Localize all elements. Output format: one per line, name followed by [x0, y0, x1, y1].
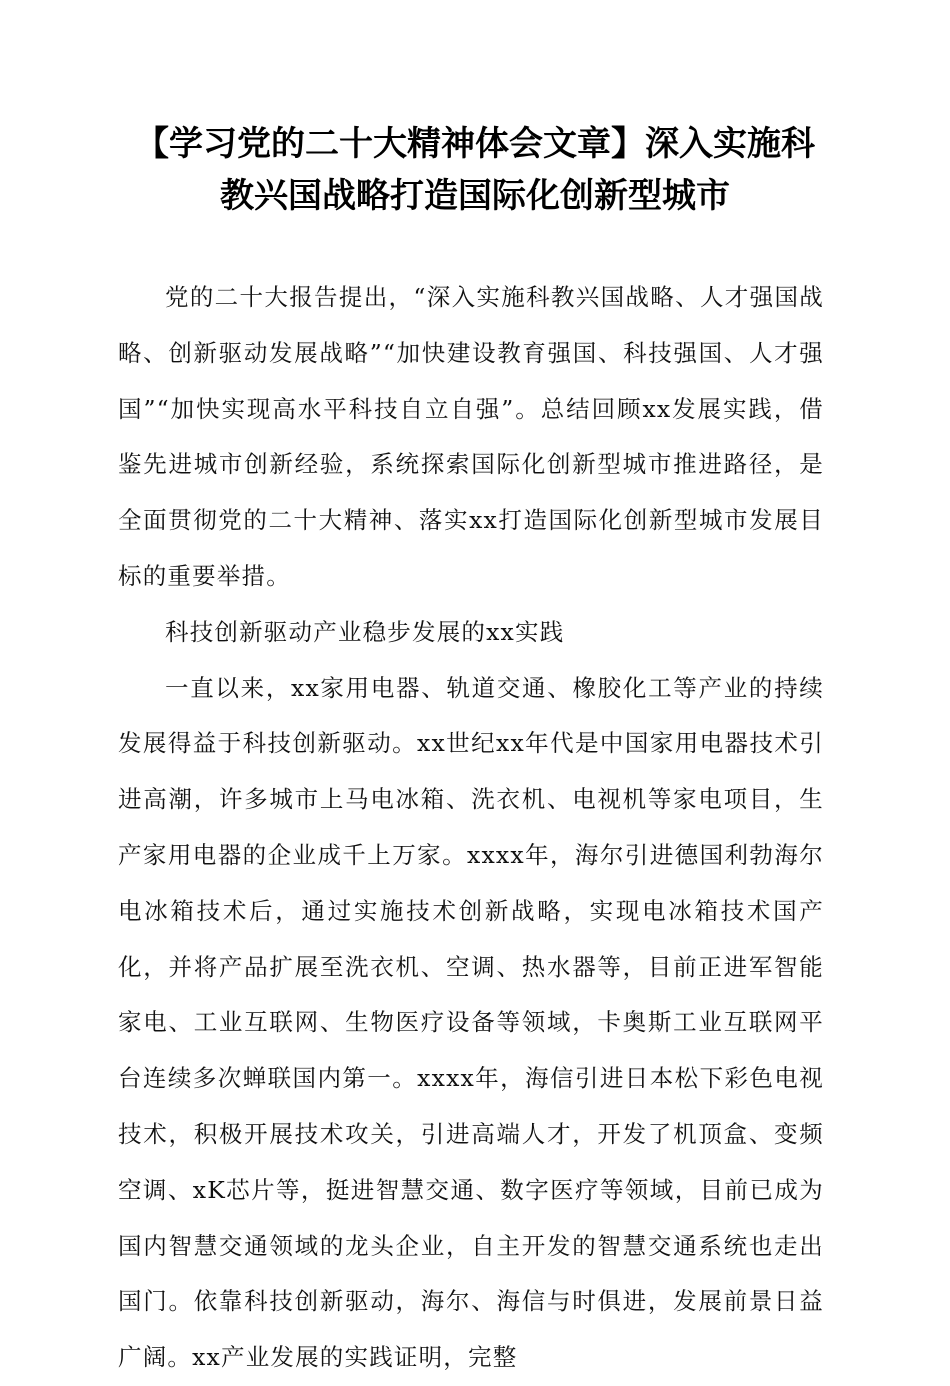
body-paragraph: 一直以来，xx家用电器、轨道交通、橡胶化工等产业的持续发展得益于科技创新驱动。xx世纪xx年代是中国家用电器技术引进高潮，许多城市上马电冰箱、洗衣机、电视机等家电项目，生产家用电器的企业成千上万家。xxxx年，海尔引进德国利勃海尔电冰箱技术后，通过实施技术创新战略，实现电冰箱技术国产化，并将产品扩展至洗衣机、空调、热水器等，目前正进军智能家电、工业互联网、生物医疗设备等领域，卡奥斯工业互联网平台连续多次蝉联国内第一。xxxx年，海信引进日本松下彩色电视技术，积极开展技术攻关，引进高端人才，开发了机顶盒、变频空调、xK芯片等，挺进智慧交通、数字医疗等领域，目前已成为国内智慧交通领域的龙头企业，自主开发的智慧交通系统也走出国门。依靠科技创新驱动，海尔、海信与时俱进，发展前景日益广阔。xx产业发展的实践证明，完整 [118, 673, 824, 1372]
title-line-1: 【学习党的二十大精神体会文章】深入实施科 [135, 124, 815, 164]
intro-paragraph: 党的二十大报告提出，“深入实施科教兴国战略、人才强国战略、创新驱动发展战略”“加快建设教育强国、科技强国、人才强国”“加快实现高水平科技自立自强”。总结回顾xx发展实践，借鉴先进城市创新经验，系统探索国际化创新型城市推进路径，是全面贯彻党的二十大精神、落实xx打造国际化创新型城市发展目标的重要举措。 [118, 283, 824, 590]
title-line-2: 教兴国战略打造国际化创新型城市 [220, 176, 730, 216]
section-subheading: 科技创新驱动产业稳步发展的xx实践 [165, 617, 565, 646]
document-title [100, 118, 850, 222]
document-body [118, 270, 824, 1386]
